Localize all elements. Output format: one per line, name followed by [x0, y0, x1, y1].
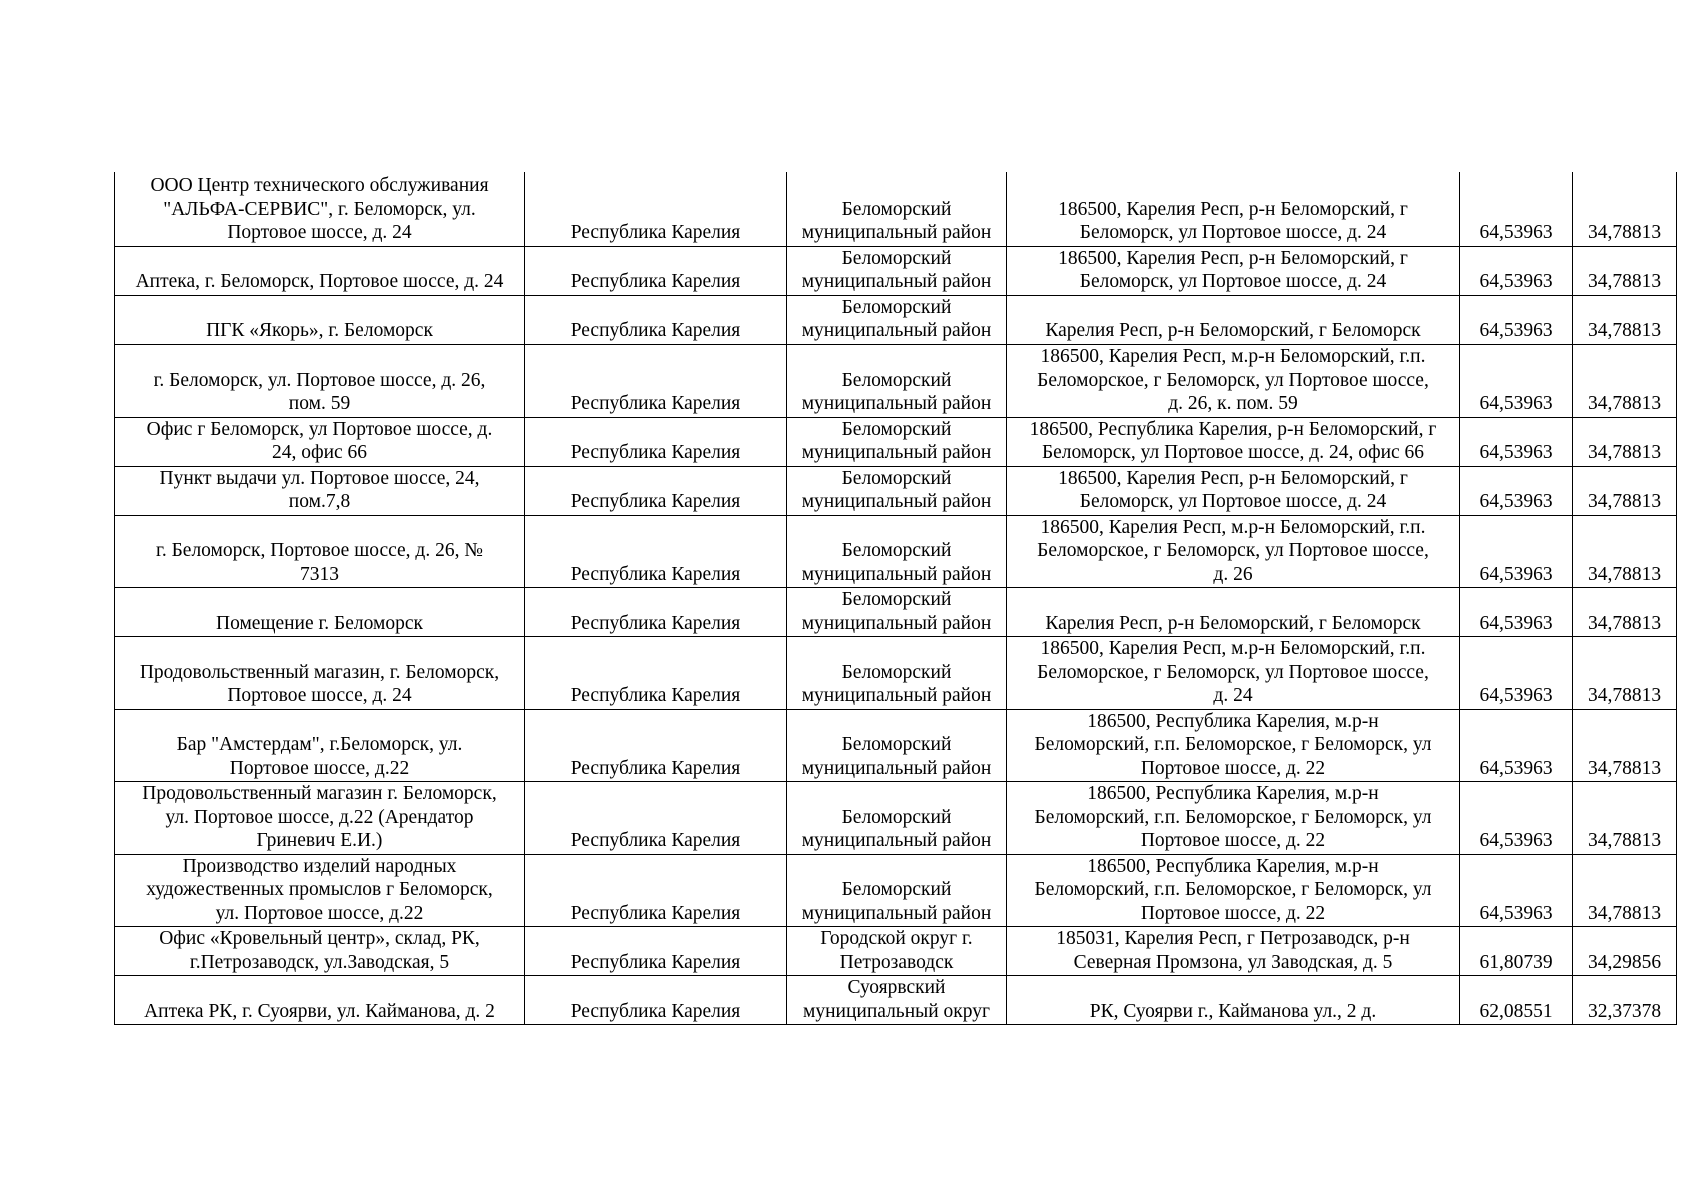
region-cell: Республика Карелия — [525, 588, 787, 637]
longitude-cell: 34,78813 — [1573, 854, 1677, 927]
district-cell: Беломорский муниципальный район — [787, 515, 1007, 588]
district-cell: Беломорский муниципальный район — [787, 417, 1007, 466]
longitude-cell: 34,78813 — [1573, 172, 1677, 246]
district-cell: Беломорский муниципальный район — [787, 782, 1007, 855]
table-row — [115, 344, 1677, 417]
latitude-cell: 64,53963 — [1460, 295, 1573, 344]
object-name-cell: Аптека РК, г. Суоярви, ул. Кайманова, д. 2 — [115, 976, 525, 1025]
longitude-cell: 34,78813 — [1573, 709, 1677, 782]
longitude-cell: 34,78813 — [1573, 637, 1677, 710]
region-cell: Республика Карелия — [525, 637, 787, 710]
table-row — [115, 417, 1677, 466]
region-cell: Республика Карелия — [525, 172, 787, 246]
region-cell: Республика Карелия — [525, 246, 787, 295]
table-row — [115, 466, 1677, 515]
object-name-cell: г. Беломорск, Портовое шоссе, д. 26, № 7313 — [115, 515, 525, 588]
object-name-cell: Помещение г. Беломорск — [115, 588, 525, 637]
longitude-cell: 34,78813 — [1573, 588, 1677, 637]
address-cell: 185031, Карелия Респ, г Петрозаводск, р-н Северная Промзона, ул Заводская, д. 5 — [1007, 927, 1460, 976]
longitude-cell: 34,78813 — [1573, 466, 1677, 515]
address-cell: 186500, Карелия Респ, р-н Беломорский, г Беломорск, ул Портовое шоссе, д. 24 — [1007, 172, 1460, 246]
latitude-cell: 64,53963 — [1460, 246, 1573, 295]
object-name-cell: Офис «Кровельный центр», склад, РК, г.Петрозаводск, ул.Заводская, 5 — [115, 927, 525, 976]
object-name-cell: Бар "Амстердам", г.Беломорск, ул. Портовое шоссе, д.22 — [115, 709, 525, 782]
object-name-cell: Продовольственный магазин г. Беломорск, ул. Портовое шоссе, д.22 (Арендатор Гриневич Е.И.) — [115, 782, 525, 855]
latitude-cell: 64,53963 — [1460, 854, 1573, 927]
table-row — [115, 637, 1677, 710]
latitude-cell: 61,80739 — [1460, 927, 1573, 976]
table-row — [115, 515, 1677, 588]
object-name-cell: Пункт выдачи ул. Портовое шоссе, 24, пом.7,8 — [115, 466, 525, 515]
latitude-cell: 64,53963 — [1460, 344, 1573, 417]
object-name-cell: Продовольственный магазин, г. Беломорск, Портовое шоссе, д. 24 — [115, 637, 525, 710]
object-name-cell: Аптека, г. Беломорск, Портовое шоссе, д. 24 — [115, 246, 525, 295]
table-row — [115, 295, 1677, 344]
table-row — [115, 927, 1677, 976]
object-name-cell: Производство изделий народных художественных промыслов г Беломорск, ул. Портовое шоссе, д.22 — [115, 854, 525, 927]
table-row — [115, 709, 1677, 782]
address-cell: 186500, Республика Карелия, р-н Беломорский, г Беломорск, ул Портовое шоссе, д. 24, офис 66 — [1007, 417, 1460, 466]
district-cell: Беломорский муниципальный район — [787, 637, 1007, 710]
table-row — [115, 782, 1677, 855]
objects-table — [114, 172, 1677, 1025]
region-cell: Республика Карелия — [525, 854, 787, 927]
district-cell: Беломорский муниципальный район — [787, 709, 1007, 782]
region-cell: Республика Карелия — [525, 295, 787, 344]
table-row — [115, 172, 1677, 246]
address-cell: Карелия Респ, р-н Беломорский, г Беломорск — [1007, 588, 1460, 637]
region-cell: Республика Карелия — [525, 709, 787, 782]
region-cell: Республика Карелия — [525, 466, 787, 515]
table-row — [115, 854, 1677, 927]
table-row — [115, 588, 1677, 637]
latitude-cell: 64,53963 — [1460, 782, 1573, 855]
latitude-cell: 64,53963 — [1460, 637, 1573, 710]
district-cell: Беломорский муниципальный район — [787, 854, 1007, 927]
latitude-cell: 62,08551 — [1460, 976, 1573, 1025]
object-name-cell: г. Беломорск, ул. Портовое шоссе, д. 26, пом. 59 — [115, 344, 525, 417]
object-name-cell: Офис г Беломорск, ул Портовое шоссе, д. 24, офис 66 — [115, 417, 525, 466]
region-cell: Республика Карелия — [525, 927, 787, 976]
address-cell: 186500, Карелия Респ, м.р-н Беломорский, г.п. Беломорское, г Беломорск, ул Портовое шоссе, д. 26, к. пом. 59 — [1007, 344, 1460, 417]
district-cell: Беломорский муниципальный район — [787, 246, 1007, 295]
region-cell: Республика Карелия — [525, 976, 787, 1025]
table-row — [115, 246, 1677, 295]
longitude-cell: 34,78813 — [1573, 295, 1677, 344]
latitude-cell: 64,53963 — [1460, 417, 1573, 466]
longitude-cell: 34,29856 — [1573, 927, 1677, 976]
region-cell: Республика Карелия — [525, 417, 787, 466]
longitude-cell: 34,78813 — [1573, 782, 1677, 855]
address-cell: Карелия Респ, р-н Беломорский, г Беломорск — [1007, 295, 1460, 344]
objects-table-body — [115, 172, 1677, 1025]
latitude-cell: 64,53963 — [1460, 515, 1573, 588]
region-cell: Республика Карелия — [525, 782, 787, 855]
address-cell: 186500, Республика Карелия, м.р-н Беломорский, г.п. Беломорское, г Беломорск, ул Портовое шоссе, д. 22 — [1007, 854, 1460, 927]
district-cell: Беломорский муниципальный район — [787, 344, 1007, 417]
address-cell: 186500, Карелия Респ, р-н Беломорский, г Беломорск, ул Портовое шоссе, д. 24 — [1007, 466, 1460, 515]
district-cell: Беломорский муниципальный район — [787, 295, 1007, 344]
address-cell: РК, Суоярви г., Кайманова ул., 2 д. — [1007, 976, 1460, 1025]
district-cell: Суоярвский муниципальный округ — [787, 976, 1007, 1025]
address-cell: 186500, Карелия Респ, м.р-н Беломорский, г.п. Беломорское, г Беломорск, ул Портовое шоссе, д. 24 — [1007, 637, 1460, 710]
region-cell: Республика Карелия — [525, 344, 787, 417]
district-cell: Городской округ г. Петрозаводск — [787, 927, 1007, 976]
district-cell: Беломорский муниципальный район — [787, 466, 1007, 515]
address-cell: 186500, Республика Карелия, м.р-н Беломорский, г.п. Беломорское, г Беломорск, ул Портовое шоссе, д. 22 — [1007, 709, 1460, 782]
latitude-cell: 64,53963 — [1460, 588, 1573, 637]
district-cell: Беломорский муниципальный район — [787, 172, 1007, 246]
region-cell: Республика Карелия — [525, 515, 787, 588]
longitude-cell: 32,37378 — [1573, 976, 1677, 1025]
address-cell: 186500, Карелия Респ, м.р-н Беломорский, г.п. Беломорское, г Беломорск, ул Портовое шоссе, д. 26 — [1007, 515, 1460, 588]
latitude-cell: 64,53963 — [1460, 709, 1573, 782]
longitude-cell: 34,78813 — [1573, 515, 1677, 588]
longitude-cell: 34,78813 — [1573, 417, 1677, 466]
latitude-cell: 64,53963 — [1460, 466, 1573, 515]
longitude-cell: 34,78813 — [1573, 246, 1677, 295]
longitude-cell: 34,78813 — [1573, 344, 1677, 417]
address-cell: 186500, Карелия Респ, р-н Беломорский, г Беломорск, ул Портовое шоссе, д. 24 — [1007, 246, 1460, 295]
object-name-cell: ПГК «Якорь», г. Беломорск — [115, 295, 525, 344]
table-row — [115, 976, 1677, 1025]
object-name-cell: ООО Центр технического обслуживания "АЛЬФА-СЕРВИС", г. Беломорск, ул. Портовое шоссе, д. 24 — [115, 172, 525, 246]
latitude-cell: 64,53963 — [1460, 172, 1573, 246]
address-cell: 186500, Республика Карелия, м.р-н Беломорский, г.п. Беломорское, г Беломорск, ул Портовое шоссе, д. 22 — [1007, 782, 1460, 855]
district-cell: Беломорский муниципальный район — [787, 588, 1007, 637]
